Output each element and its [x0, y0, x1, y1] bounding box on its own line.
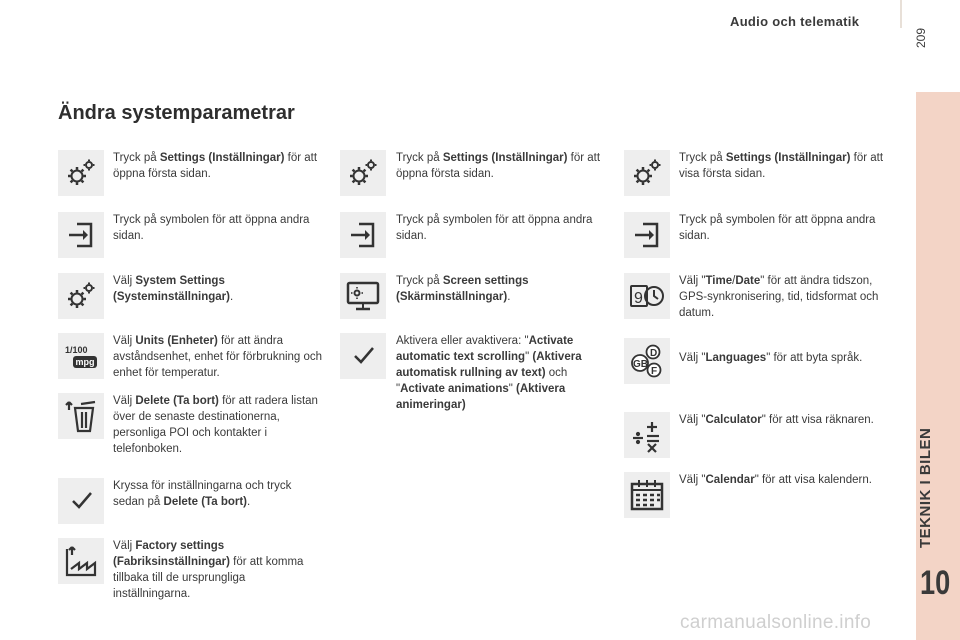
text-run: för att öppna första sidan.	[396, 152, 601, 180]
emphasis: Time	[705, 275, 733, 287]
text-run: och "	[396, 367, 568, 395]
page-forward-icon	[340, 212, 386, 258]
watermark: carmanualsonline.info	[680, 612, 872, 633]
chapter-label: TEKNIK I BILEN	[917, 427, 934, 548]
text-run: " för att byta språk.	[766, 352, 863, 364]
text-run: " för att visa räknaren.	[761, 414, 874, 426]
svg-text:GB: GB	[633, 359, 648, 370]
emphasis: Calendar	[705, 474, 755, 486]
step-text	[113, 273, 323, 305]
step-text	[113, 212, 323, 244]
emphasis: (Aktivera automatisk rullning av text)	[396, 351, 582, 379]
gear-icon	[340, 150, 386, 196]
step-text	[679, 150, 889, 182]
text-run: för att öppna första sidan.	[113, 152, 318, 180]
text-run: .	[507, 291, 511, 303]
text-run: Tryck på symbolen för att öppna andra sidan.	[113, 214, 310, 242]
svg-text:F: F	[651, 366, 658, 377]
step-text	[679, 472, 889, 488]
page-forward-icon	[58, 212, 104, 258]
step-text	[113, 478, 323, 510]
text-run: Välj	[113, 540, 136, 552]
emphasis: Screen settings (Skärminställningar)	[396, 275, 529, 303]
calculator-icon	[624, 412, 670, 458]
emphasis: System Settings (Systeminställningar)	[113, 275, 230, 303]
text-run: .	[229, 291, 234, 303]
text-run: Välj	[113, 335, 136, 347]
factory-icon	[58, 538, 104, 584]
emphasis: Units (Enheter)	[135, 335, 218, 347]
emphasis: Factory settings (Fabriksinställningar)	[113, 540, 230, 568]
emphasis: Languages	[705, 352, 767, 364]
emphasis: Calculator	[705, 414, 762, 426]
text-run: .	[247, 496, 251, 508]
languages-icon	[624, 338, 670, 384]
delete-icon	[58, 393, 104, 439]
screen-settings-icon	[340, 273, 386, 319]
emphasis: Settings (Inställningar)	[725, 152, 851, 164]
text-run: för att komma tillbaka till de ursprungliga inställningarna.	[113, 556, 304, 600]
step-text	[113, 333, 323, 381]
step-text	[679, 350, 889, 366]
svg-text:mpg: mpg	[75, 357, 95, 367]
step-text	[113, 393, 323, 457]
emphasis: Activate automatic text scrolling	[396, 335, 574, 363]
checkbox-icon	[340, 333, 386, 379]
text-run: Välj	[113, 275, 136, 287]
text-run: Välj "	[679, 352, 706, 364]
text-run: "	[525, 351, 533, 363]
svg-text:1/100: 1/100	[65, 345, 88, 355]
step-text	[679, 212, 889, 244]
text-run: Välj "	[679, 414, 706, 426]
gear-icon	[58, 273, 104, 319]
step-text	[396, 333, 606, 413]
text-run: för att ändra avståndsenhet, enhet för förbrukning och enhet för temperatur.	[113, 335, 323, 379]
emphasis: Delete (Ta bort)	[135, 395, 219, 407]
text-run: Tryck på symbolen för att öppna andra sidan.	[679, 214, 876, 242]
text-run: /	[732, 275, 736, 287]
svg-text:D: D	[650, 348, 658, 359]
emphasis: Delete (Ta bort)	[163, 496, 248, 508]
gear-icon	[58, 150, 104, 196]
text-run: "	[508, 383, 517, 395]
text-run: Välj "	[679, 275, 706, 287]
text-run: Aktivera eller avaktivera: "	[396, 335, 529, 347]
text-run: för att visa första sidan.	[679, 152, 884, 180]
step-text	[679, 273, 889, 321]
step-text	[113, 150, 323, 182]
text-run: Tryck på	[396, 152, 443, 164]
text-run: Välj	[113, 395, 136, 407]
text-run: Kryssa för inställningarna och tryck sedan på	[113, 480, 292, 508]
text-run: Tryck på	[113, 152, 160, 164]
chapter-tab	[916, 92, 960, 640]
text-run: för att radera listan över de senaste destinationerna, personliga POI och kontakter i telefonboken.	[113, 395, 318, 455]
emphasis: Settings (Inställningar)	[442, 152, 568, 164]
step-text	[396, 150, 606, 182]
emphasis: Settings (Inställningar)	[159, 152, 285, 164]
page-forward-icon	[624, 212, 670, 258]
text-run: Tryck på symbolen för att öppna andra sidan.	[396, 214, 593, 242]
units-icon	[58, 333, 104, 379]
text-run: " för att visa kalendern.	[754, 474, 872, 486]
page-title: Ändra systemparametrar	[58, 102, 295, 124]
emphasis: Date	[735, 275, 761, 287]
text-run: " för att ändra tidszon, GPS-synkronisering, tid, tidsformat och datum.	[679, 275, 879, 319]
calendar-icon	[624, 472, 670, 518]
chapter-number: 10	[920, 564, 951, 602]
svg-text:9: 9	[634, 290, 643, 307]
gear-icon	[624, 150, 670, 196]
section-title: Audio och telematik	[730, 14, 860, 29]
header-divider	[900, 0, 902, 28]
page-number: 209	[914, 27, 928, 48]
time-date-icon	[624, 273, 670, 319]
emphasis: Activate animations	[400, 383, 509, 395]
text-run: Tryck på	[396, 275, 443, 287]
text-run: Tryck på	[679, 152, 726, 164]
step-text	[396, 273, 606, 305]
checkbox-icon	[58, 478, 104, 524]
step-text	[396, 212, 606, 244]
emphasis: (Aktivera animeringar)	[396, 383, 566, 411]
step-text	[113, 538, 323, 602]
text-run: Välj "	[679, 474, 706, 486]
step-text	[679, 412, 889, 428]
